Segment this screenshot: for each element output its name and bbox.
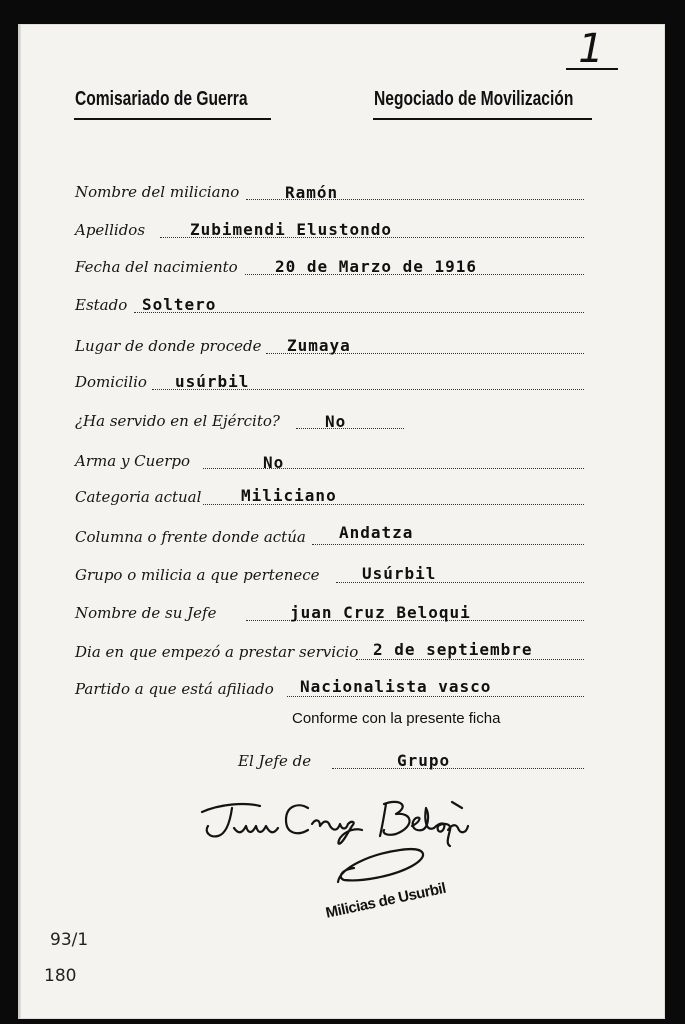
field-label: Nombre del miliciano <box>75 183 240 201</box>
field-label: Lugar de donde procede <box>75 337 262 355</box>
field-value: No <box>263 453 285 472</box>
field-value: Zubimendi Elustondo <box>190 220 393 239</box>
field-dotted-line <box>287 696 584 697</box>
milicias-stamp: Milicias de Usurbil <box>324 879 448 922</box>
header-right-title: Negociado de Movilización <box>374 88 574 110</box>
field-dotted-line <box>312 544 584 545</box>
field-value: Ramón <box>285 183 339 202</box>
jefe-value: Grupo <box>397 751 451 770</box>
field-label: Partido a que está afiliado <box>75 680 274 698</box>
field-label: Grupo o milicia a que pertenece <box>75 566 320 584</box>
field-value: Andatza <box>339 523 414 542</box>
field-label: Nombre de su Jefe <box>75 604 217 622</box>
field-label: Categoria actual <box>75 488 202 506</box>
field-dotted-line <box>296 428 404 429</box>
field-value: 20 de Marzo de 1916 <box>275 257 478 276</box>
field-value: No <box>325 412 347 431</box>
field-label: Estado <box>75 296 128 314</box>
field-label: Domicilio <box>75 373 147 391</box>
jefe-dotted-line <box>332 768 584 769</box>
jefe-label: El Jefe de <box>238 752 312 770</box>
field-label: Columna o frente donde actúa <box>75 528 306 546</box>
field-value: Miliciano <box>241 486 337 505</box>
page-number: 1 <box>578 26 604 72</box>
conformity-statement: Conforme con la presente ficha <box>292 710 501 727</box>
header-left-underline <box>74 118 271 120</box>
handwritten-reference: 93/1 <box>50 930 89 950</box>
handwritten-number: 180 <box>44 966 77 986</box>
header-left-title: Comisariado de Guerra <box>75 88 248 110</box>
field-value: 2 de septiembre <box>373 640 533 659</box>
page-number-underline <box>566 68 618 70</box>
field-label: Apellidos <box>75 221 146 239</box>
header-right-underline <box>373 118 592 120</box>
field-value: usúrbil <box>175 372 250 391</box>
field-value: Zumaya <box>287 336 351 355</box>
field-label: Dia en que empezó a prestar servicio <box>75 643 359 661</box>
field-dotted-line <box>356 659 584 660</box>
field-value: Usúrbil <box>362 564 437 583</box>
field-label: Fecha del nacimiento <box>75 258 238 276</box>
field-value: Nacionalista vasco <box>300 677 492 696</box>
field-value: Soltero <box>142 295 217 314</box>
field-value: juan Cruz Beloqui <box>290 603 471 622</box>
field-label: Arma y Cuerpo <box>75 452 190 470</box>
signature-image <box>190 790 510 900</box>
field-dotted-line <box>203 468 584 469</box>
field-label: ¿Ha servido en el Ejército? <box>75 412 280 430</box>
